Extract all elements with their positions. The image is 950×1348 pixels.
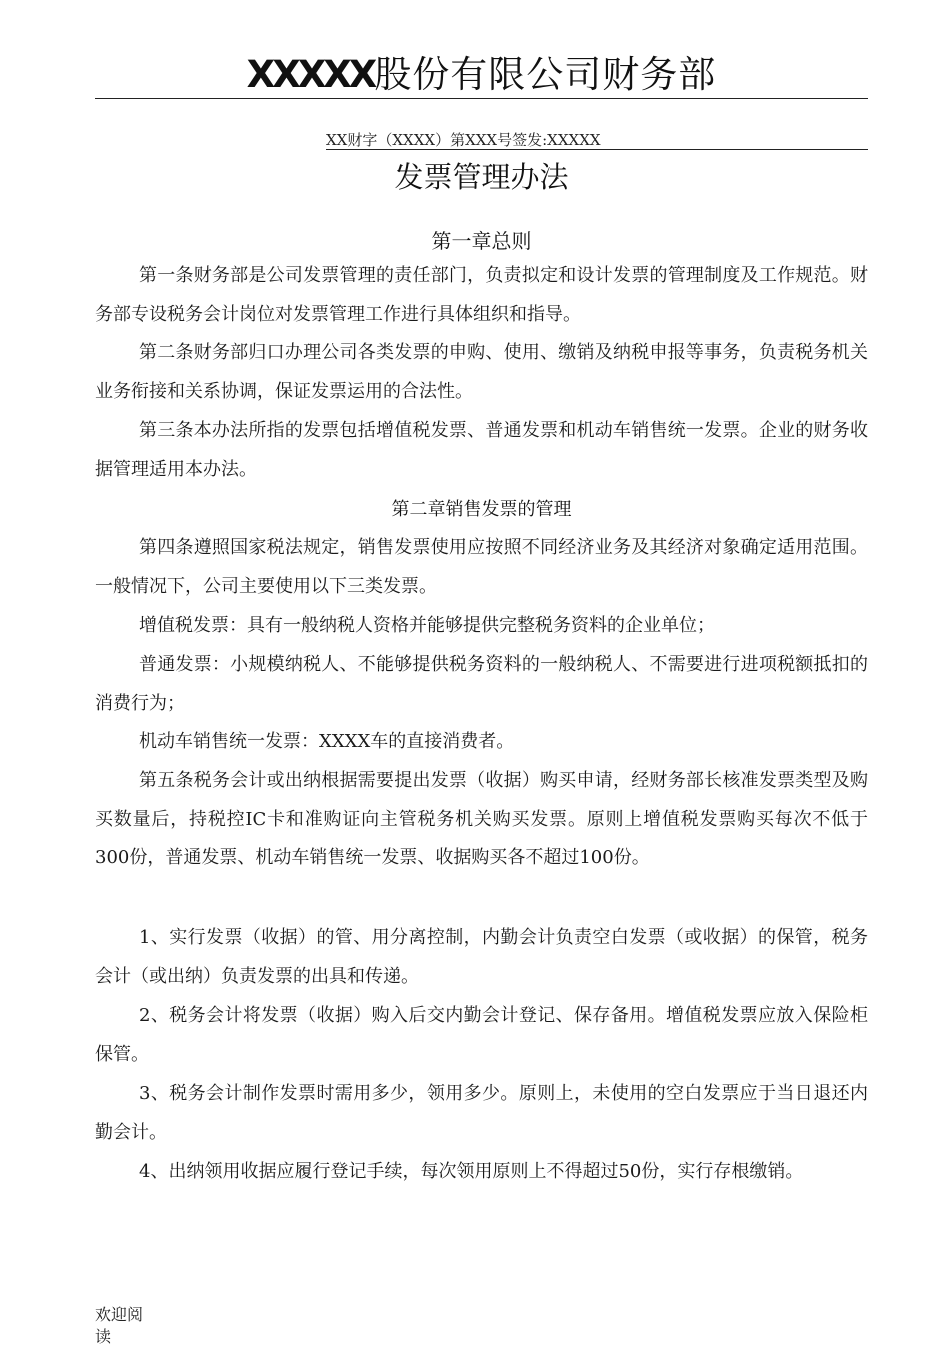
organization-title xyxy=(95,52,868,98)
document-number: XX财字（XXXX）第XXX号签发:XXXXX xyxy=(326,131,601,149)
paragraph: 第二条财务部归口办理公司各类发票的申购、使用、缴销及纳税申报等事务，负责税务机关业务衔接和关系协调，保证发票运用的合法性。 xyxy=(95,342,868,402)
document-title: 发票管理办法 xyxy=(394,160,569,194)
paragraph: 4、出纳领用收据应履行登记手续，每次领用原则上不得超过50份，实行存根缴销。 xyxy=(139,1161,804,1182)
paragraph: 第三条本办法所指的发票包括增值税发票、普通发票和机动车销售统一发票。企业的财务收据管理适用本办法。 xyxy=(95,420,868,480)
paragraph: 第一条财务部是公司发票管理的责任部门，负责拟定和设计发票的管理制度及工作规范。财务部专设税务会计岗位对发票管理工作进行具体组织和指导。 xyxy=(95,265,868,325)
header-rule xyxy=(95,98,868,99)
paragraph: 第五条税务会计或出纳根据需要提出发票（收据）购买申请，经财务部长核准发票类型及购买数量后，持税控IC卡和准购证向主管税务机关购买发票。原则上增值税发票购买每次不低于300份，普通发票、机动车销售统一发票、收据购买各不超过100份。 xyxy=(95,770,868,868)
document-number-rule xyxy=(326,149,868,150)
paragraph: 增值税发票：具有一般纳税人资格并能够提供完整税务资料的企业单位； xyxy=(139,615,715,636)
paragraph: 3、税务会计制作发票时需用多少，领用多少。原则上，未使用的空白发票应于当日退还内勤会计。 xyxy=(95,1083,868,1143)
organization-title-chinese: 股份有限公司财务部 xyxy=(374,53,717,96)
paragraph: 2、税务会计将发票（收据）购入后交内勤会计登记、保存备用。增值税发票应放入保险柜保管。 xyxy=(95,1005,868,1065)
chapter-heading: 第一章总则 xyxy=(431,229,532,253)
chapter-heading: 第二章销售发票的管理 xyxy=(391,499,572,520)
paragraph: 1、实行发票（收据）的管、用分离控制，内勤会计负责空白发票（或收据）的保管，税务会计（或出纳）负责发票的出具和传递。 xyxy=(95,927,868,987)
organization-title-latin: XXXXX xyxy=(246,53,375,96)
paragraph: 普通发票：小规模纳税人、不能够提供税务资料的一般纳税人、不需要进行进项税额抵扣的消费行为； xyxy=(95,654,868,714)
footer-note: 欢迎阅读 xyxy=(95,1305,144,1346)
paragraph: 机动车销售统一发票：XXXX车的直接消费者。 xyxy=(139,731,515,752)
paragraph: 第四条遵照国家税法规定，销售发票使用应按照不同经济业务及其经济对象确定适用范围。一般情况下，公司主要使用以下三类发票。 xyxy=(95,537,868,597)
